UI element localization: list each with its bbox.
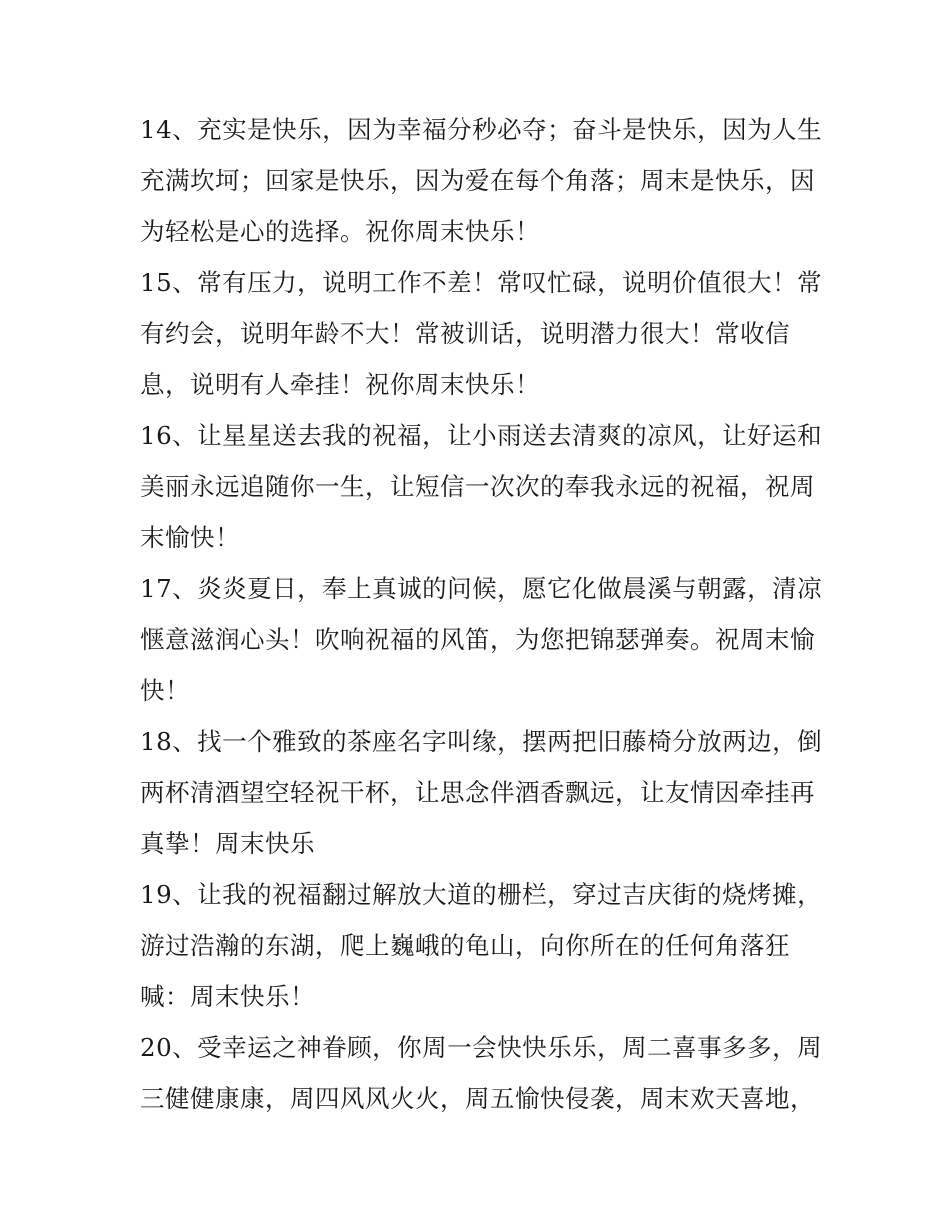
entry-17 (140, 563, 823, 716)
text-line: 真挚！周末快乐 (140, 829, 315, 858)
entry-19 (140, 869, 823, 1022)
text-line: 19、让我的祝福翻过解放大道的栅栏，穿过吉庆街的烧烤摊， (140, 880, 823, 909)
text-line: 美丽永远追随你一生，让短信一次次的奉我永远的祝福，祝周 (140, 472, 815, 501)
text-line: 息，说明有人牵挂！祝你周末快乐！ (140, 370, 540, 399)
text-line: 游过浩瀚的东湖，爬上巍峨的龟山，向你所在的任何角落狂 (140, 931, 790, 960)
text-line: 三健健康康，周四风风火火，周五愉快侵袭，周末欢天喜地， (140, 1084, 815, 1113)
text-line: 14、充实是快乐，因为幸福分秒必夺；奋斗是快乐，因为人生 (140, 115, 823, 144)
entry-18 (140, 716, 823, 869)
text-line: 充满坎坷；回家是快乐，因为爱在每个角落；周末是快乐，因 (140, 166, 815, 195)
text-line: 20、受幸运之神眷顾，你周一会快快乐乐，周二喜事多多，周 (140, 1033, 823, 1062)
entry-16 (140, 410, 823, 563)
text-line: 为轻松是心的选择。祝你周末快乐！ (140, 217, 540, 246)
text-line: 快！ (140, 676, 190, 705)
text-line: 两杯清酒望空轻祝干杯，让思念伴酒香飘远，让友情因牵挂再 (140, 778, 815, 807)
entry-14 (140, 104, 823, 257)
text-line: 18、找一个雅致的茶座名字叫缘，摆两把旧藤椅分放两边，倒 (140, 727, 823, 756)
text-line: 喊：周末快乐！ (140, 982, 315, 1011)
text-line: 末愉快！ (140, 523, 240, 552)
text-line: 17、炎炎夏日，奉上真诚的问候，愿它化做晨溪与朝露，清凉 (140, 574, 823, 603)
text-line: 16、让星星送去我的祝福，让小雨送去清爽的凉风，让好运和 (140, 421, 823, 450)
text-line: 惬意滋润心头！吹响祝福的风笛，为您把锦瑟弹奏。祝周末愉 (140, 625, 815, 654)
entry-20 (140, 1022, 823, 1124)
document-page (140, 104, 823, 1124)
entry-15 (140, 257, 823, 410)
text-line: 15、常有压力，说明工作不差！常叹忙碌，说明价值很大！常 (140, 268, 823, 297)
text-line: 有约会，说明年龄不大！常被训话，说明潜力很大！常收信 (140, 319, 790, 348)
